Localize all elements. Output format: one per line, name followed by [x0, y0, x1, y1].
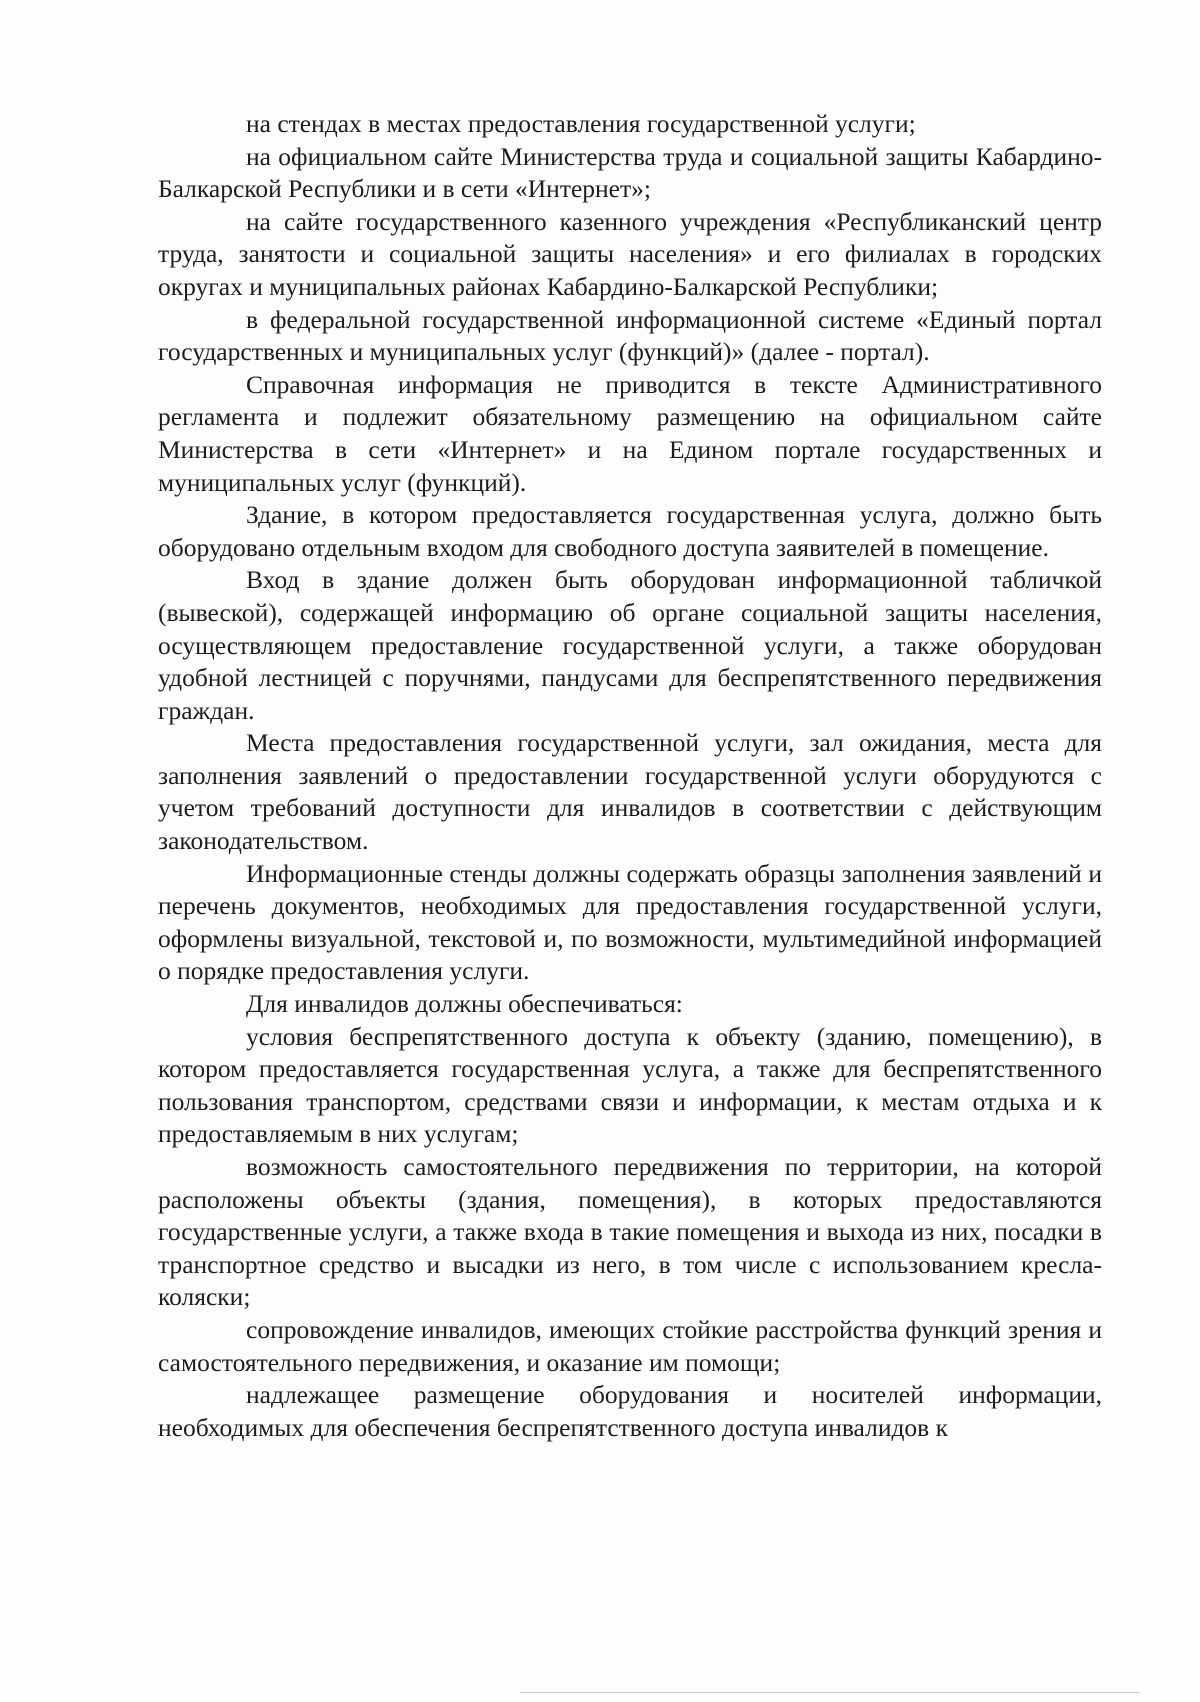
paragraph-independent-movement: возможность самостоятельного передвижения по территории, на которой расположены объекты (здания, помещения), в которых предоставляются государственные услуги, а также входа в такие помещения и выхода из них, посадки в транспортное средство и высадки из него, в том числе с использованием кресла-коляски; — [158, 1152, 1102, 1312]
paragraph-center-site: на сайте государственного казенного учреждения «Республиканский центр труда, занятости и социальной защиты населения» и его филиалах в городских округах и муниципальных районах Кабардино-Балкарской Республики; — [158, 206, 1102, 301]
paragraph-reference-info: Справочная информация не приводится в тексте Административного регламента и подлежит обязательному размещению на официальном сайте Министерства в сети «Интернет» и на Едином портале государственных и муниципальных услуг (функций). — [158, 369, 1102, 497]
paragraph-disabled-intro: Для инвалидов должны обеспечиваться: — [246, 989, 683, 1019]
paragraph-info-stands: на стендах в местах предоставления государственной услуги; — [246, 109, 916, 138]
paragraph-ministry-site: на официальном сайте Министерства труда и социальной защиты Кабардино-Балкарской Республики и в сети «Интернет»; — [158, 141, 1102, 204]
paragraph-access-conditions: условия беспрепятственного доступа к объекту (зданию, помещению), в котором предоставляется государственная услуга, а также для беспрепятственного пользования транспортом, средствами связи и информации, к местам отдыха и к предоставляемым в них услугам; — [158, 1021, 1102, 1149]
paragraph-equipment-placement: надлежащее размещение оборудования и носителей информации, необходимых для обеспечения беспрепятственного доступа инвалидов к — [158, 1380, 1102, 1442]
document-body — [158, 108, 1102, 1444]
paragraph-federal-portal: в федеральной государственной информационной системе «Единый портал государственных и муниципальных услуг (функций)» (далее - портал). — [158, 304, 1102, 367]
paragraph-escort-assistance: сопровождение инвалидов, имеющих стойкие расстройства функций зрения и самостоятельного передвижения, и оказание им помощи; — [158, 1314, 1102, 1377]
page-bottom-rule — [520, 1692, 1140, 1693]
paragraph-info-stand-content: Информационные стенды должны содержать образцы заполнения заявлений и перечень документов, необходимых для предоставления государственной услуги, оформлены визуальной, текстовой и, по возможности, мультимедийной информацией о порядке предоставления услуги. — [158, 858, 1102, 986]
paragraph-entrance-signage: Вход в здание должен быть оборудован информационной табличкой (вывеской), содержащей информацию об органе социальной защиты населения, осуществляющем предоставление государственной услуги, а также оборудован удобной лестницей с поручнями, пандусами для беспрепятственного передвижения граждан. — [158, 565, 1102, 725]
paragraph-service-places: Места предоставления государственной услуги, зал ожидания, места для заполнения заявлений о предоставлении государственной услуги оборудуются с учетом требований доступности для инвалидов в соответствии с действующим законодательством. — [158, 728, 1102, 856]
paragraph-building-entrance: Здание, в котором предоставляется государственная услуга, должно быть оборудовано отдельным входом для свободного доступа заявителей в помещение. — [158, 500, 1102, 562]
